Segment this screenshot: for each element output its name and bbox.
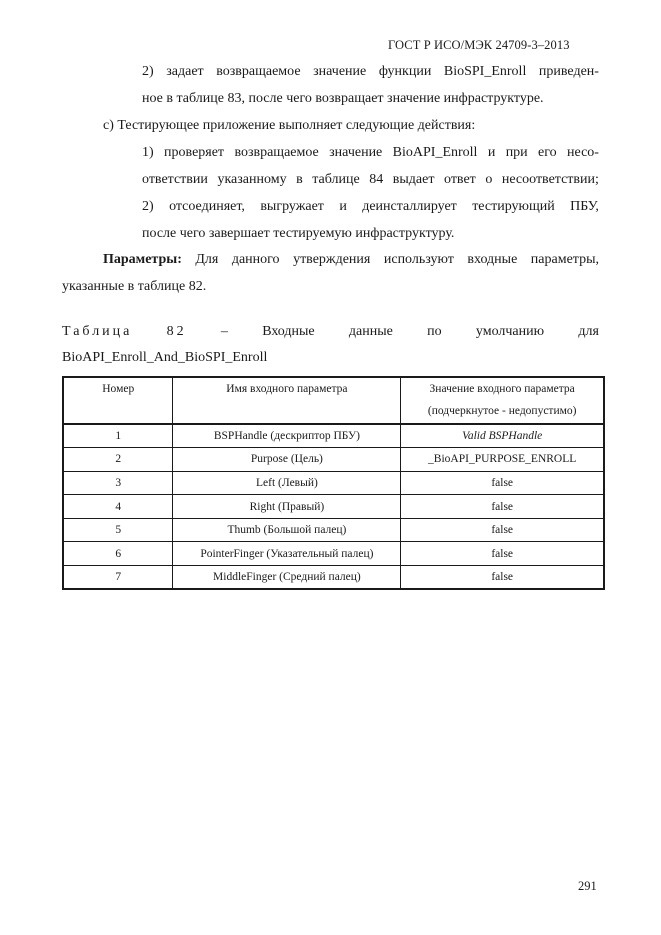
word: возвращаемое [216,64,301,79]
standard-header: ГОСТ Р ИСО/МЭК 24709-3–2013 [388,38,570,52]
table-caption [62,323,599,341]
paragraph-line [142,171,599,189]
cell-value: false [401,518,604,542]
caption-word: 82 [166,324,187,339]
cell-value: Valid BSPHandle [401,424,604,448]
caption-word: умолчанию [475,324,545,339]
word: выдает [392,172,435,187]
cell-number: 6 [63,542,173,566]
paragraph-line [142,63,599,81]
header-value [401,377,604,424]
paragraph-line: ное в таблице 83, после чего возвращает значение инфраструктуре. [142,91,544,106]
word: параметры, [530,252,599,267]
caption-word: – [220,324,228,339]
header-number: Номер [63,377,173,424]
caption-word: для [578,324,599,339]
table-row [63,471,604,495]
header-name: Имя входного параметра [173,377,401,424]
parameters-label: Параметры: [103,252,182,267]
word: функции [378,64,432,79]
word: несоответствии; [501,172,599,187]
word: BioSPI_Enroll [443,64,527,79]
cell-value: false [401,471,604,495]
word: 2) [142,64,154,79]
word: деинсталлирует [362,199,457,214]
table-row [63,424,604,448]
table-caption-name: BioAPI_Enroll_And_BioSPI_Enroll [62,350,268,365]
table-row [63,495,604,519]
word: 2) [142,199,154,214]
paragraph-line: указанные в таблице 82. [62,279,207,294]
cell-number: 1 [63,424,173,448]
cell-value: false [401,495,604,519]
parameters-table [62,376,605,590]
word: проверяет [164,145,225,160]
header-value-line2: (подчеркнутое - недопустимо) [427,405,577,417]
cell-name: BSPHandle (дескриптор ПБУ) [173,424,401,448]
word: возвращаемое [234,145,319,160]
cell-name: MiddleFinger (Средний палец) [173,566,401,590]
word: используют [383,252,454,267]
paragraph-line [142,198,599,216]
table-row [63,518,604,542]
word: утверждения [293,252,371,267]
table-row [63,448,604,472]
word: 84 [369,172,384,187]
cell-number: 5 [63,518,173,542]
cell-value: false [401,566,604,590]
table-header-row [63,377,604,424]
cell-name: Right (Правый) [173,495,401,519]
cell-number: 2 [63,448,173,472]
paragraph-line: после чего завершает тестируемую инфраструктуру. [142,226,455,241]
cell-number: 4 [63,495,173,519]
word: ответствии [142,172,208,187]
cell-value: _BioAPI_PURPOSE_ENROLL [401,448,604,472]
word: приведен- [538,64,599,79]
caption-word: данные [348,324,393,339]
caption-word: Таблица [62,324,133,339]
word: ПБУ, [570,199,599,214]
word: указанному [217,172,287,187]
cell-number: 7 [63,566,173,590]
paragraph-line: c) Тестирующее приложение выполняет следующие действия: [103,118,476,133]
word: его [538,145,557,160]
cell-name: Thumb (Большой палец) [173,518,401,542]
word: значение [329,145,383,160]
word: и [487,145,496,160]
word: таблице [312,172,360,187]
word: при [505,145,528,160]
word: 1) [142,145,154,160]
word: данного [231,252,280,267]
word: BioAPI_Enroll [392,145,478,160]
word: ответ [444,172,476,187]
cell-name: PointerFinger (Указательный палец) [173,542,401,566]
cell-name: Left (Левый) [173,471,401,495]
caption-word: Входные [262,324,315,339]
table-row [63,542,604,566]
word: входные [467,252,518,267]
word: отсоединяет, [169,199,245,214]
word: выгружает [260,199,324,214]
paragraph-line [142,144,599,162]
page-number: 291 [578,879,597,893]
word: тестирующий [472,199,555,214]
header-value-line1: Значение входного параметра [429,383,575,395]
table-row [63,566,604,590]
word: в [296,172,303,187]
cell-name: Purpose (Цель) [173,448,401,472]
word: Для [195,252,219,267]
parameters-line [103,251,599,269]
word: значение [313,64,367,79]
word: и [339,199,347,214]
cell-number: 3 [63,471,173,495]
word: о [485,172,493,187]
word: задает [166,64,204,79]
caption-word: по [427,324,442,339]
cell-value: false [401,542,604,566]
word: несо- [567,145,599,160]
